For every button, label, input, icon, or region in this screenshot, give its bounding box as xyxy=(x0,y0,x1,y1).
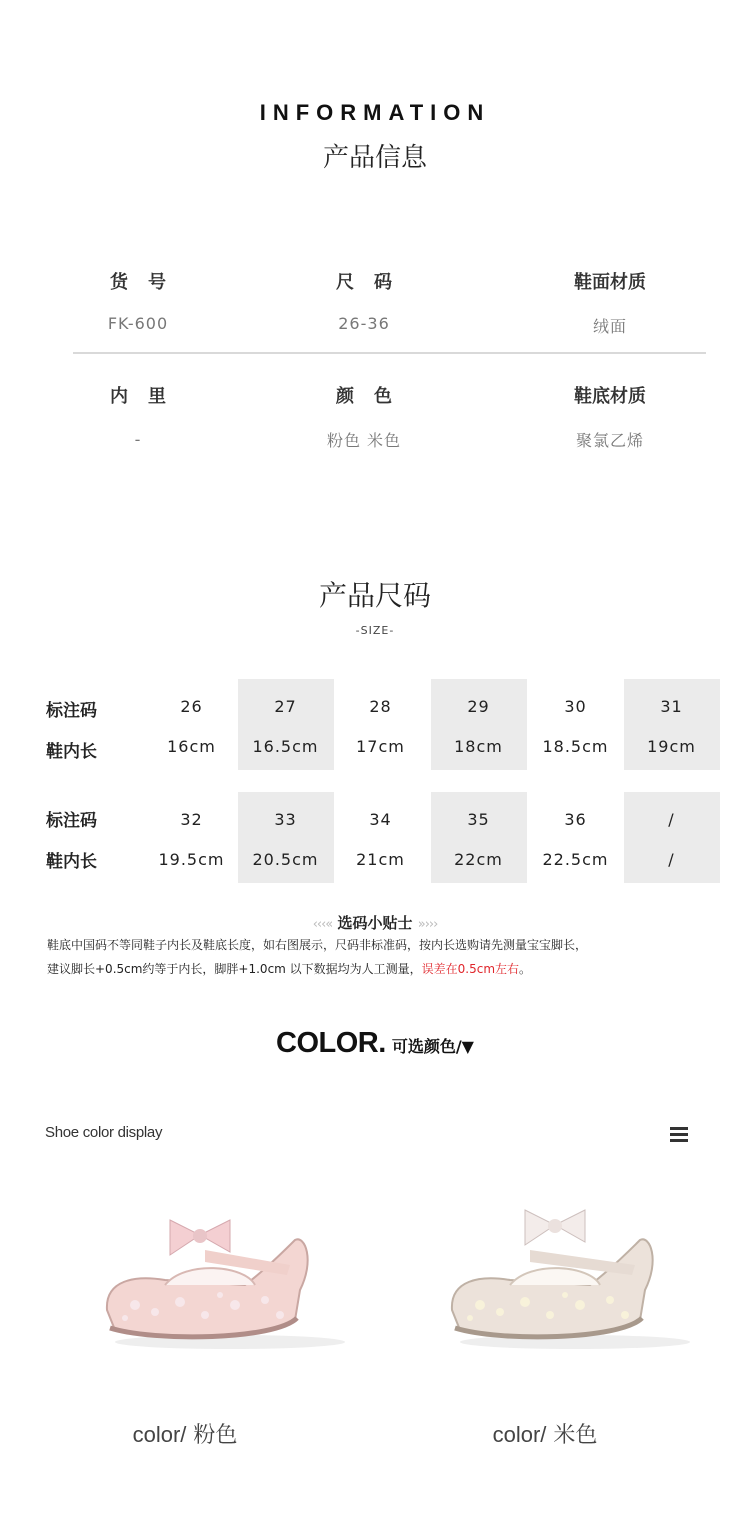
tips-header-text: 选码小贴士 xyxy=(337,914,413,932)
info-divider xyxy=(73,352,706,354)
column-shade xyxy=(431,792,527,883)
size-code-cell: 36 xyxy=(564,810,587,829)
tips-text: 。 xyxy=(519,962,532,976)
double-chevron-right-icon: »››› xyxy=(417,917,438,932)
column-shade xyxy=(238,679,334,770)
color-caption-beige xyxy=(395,1418,695,1449)
size-code-cell: 32 xyxy=(180,810,203,829)
color-caption-pink xyxy=(35,1418,335,1449)
size-code-cell: 26 xyxy=(180,697,203,716)
tips-emphasis: 误差在0.5cm左右 xyxy=(421,962,520,976)
info-value: 绒面 xyxy=(592,317,627,336)
size-length-cell: 19.5cm xyxy=(158,850,225,869)
column-shade xyxy=(238,792,334,883)
tips-line-1: 鞋底中国码不等同鞋子内长及鞋底长度，如右图展示，尺码非标准码，按内长选购请先测量宝宝脚长， xyxy=(47,938,588,952)
info-field-size xyxy=(239,268,489,333)
size-title: 产品尺码 xyxy=(318,579,431,612)
info-field-item-no xyxy=(13,268,263,333)
info-field-upper-material xyxy=(485,268,735,337)
tips-line-2 xyxy=(47,960,717,977)
menu-icon[interactable] xyxy=(670,1127,688,1143)
tips-header xyxy=(0,912,750,933)
column-shade xyxy=(431,679,527,770)
size-code-cell: 28 xyxy=(369,697,392,716)
color-caption-prefix: color/ xyxy=(132,1422,187,1447)
size-code-cell: 30 xyxy=(564,697,587,716)
size-length-cell: 16.5cm xyxy=(252,737,319,756)
size-length-cell: 16cm xyxy=(167,737,216,756)
row-label-code: 标注码 xyxy=(46,701,97,721)
size-length-cell: 21cm xyxy=(356,850,405,869)
color-caption-name: 粉色 xyxy=(193,1423,238,1448)
size-subtitle: -SIZE- xyxy=(355,624,395,637)
size-length-cell: 18cm xyxy=(454,737,503,756)
color-caption-name: 米色 xyxy=(553,1423,598,1448)
row-label-length: 鞋内长 xyxy=(46,742,97,762)
size-code-cell: 29 xyxy=(467,697,490,716)
info-label: 内里 xyxy=(110,386,186,407)
color-heading xyxy=(0,1027,750,1060)
info-value: 26-36 xyxy=(338,314,390,333)
size-length-cell: 17cm xyxy=(356,737,405,756)
column-shade xyxy=(624,792,720,883)
size-length-cell: 20.5cm xyxy=(252,850,319,869)
pink-shoe-image xyxy=(95,1190,355,1360)
double-chevron-left-icon: ‹‹‹« xyxy=(312,917,333,932)
info-field-sole-material xyxy=(485,382,735,451)
color-caption-prefix: color/ xyxy=(492,1422,547,1447)
tips-text: 建议脚长+0.5cm约等于内长，脚胖+1.0cm 以下数据均为人工测量， xyxy=(47,962,422,976)
info-label: 鞋底材质 xyxy=(574,386,646,407)
size-code-cell: 35 xyxy=(467,810,490,829)
color-heading-cn: 可选颜色/▼ xyxy=(391,1037,474,1056)
info-label: 颜色 xyxy=(336,386,412,407)
info-value: FK-600 xyxy=(107,314,169,333)
column-shade xyxy=(624,679,720,770)
info-field-lining xyxy=(13,382,263,449)
info-value: 粉色 米色 xyxy=(326,431,402,450)
size-length-cell: / xyxy=(668,850,675,869)
size-length-cell: 19cm xyxy=(647,737,696,756)
row-label-length: 鞋内长 xyxy=(46,852,97,872)
info-label: 尺码 xyxy=(336,272,412,293)
info-value: 聚氯乙烯 xyxy=(575,431,644,450)
size-code-cell: 34 xyxy=(369,810,392,829)
info-label: 货号 xyxy=(110,272,186,293)
size-code-cell: 33 xyxy=(274,810,297,829)
info-field-color xyxy=(239,382,489,451)
color-heading-en: COLOR. xyxy=(276,1027,386,1059)
size-code-cell: 31 xyxy=(660,697,683,716)
information-title: INFORMATION xyxy=(259,100,491,125)
info-value: - xyxy=(134,430,142,449)
size-length-cell: 22cm xyxy=(454,850,503,869)
information-subtitle: 产品信息 xyxy=(322,143,427,173)
row-label-code: 标注码 xyxy=(46,811,97,831)
size-code-cell: 27 xyxy=(274,697,297,716)
size-length-cell: 18.5cm xyxy=(542,737,609,756)
size-code-cell: / xyxy=(668,810,675,829)
info-label: 鞋面材质 xyxy=(574,272,646,293)
beige-shoe-image xyxy=(440,1190,700,1360)
size-length-cell: 22.5cm xyxy=(542,850,609,869)
shoe-color-display-label: Shoe color display xyxy=(45,1124,163,1141)
